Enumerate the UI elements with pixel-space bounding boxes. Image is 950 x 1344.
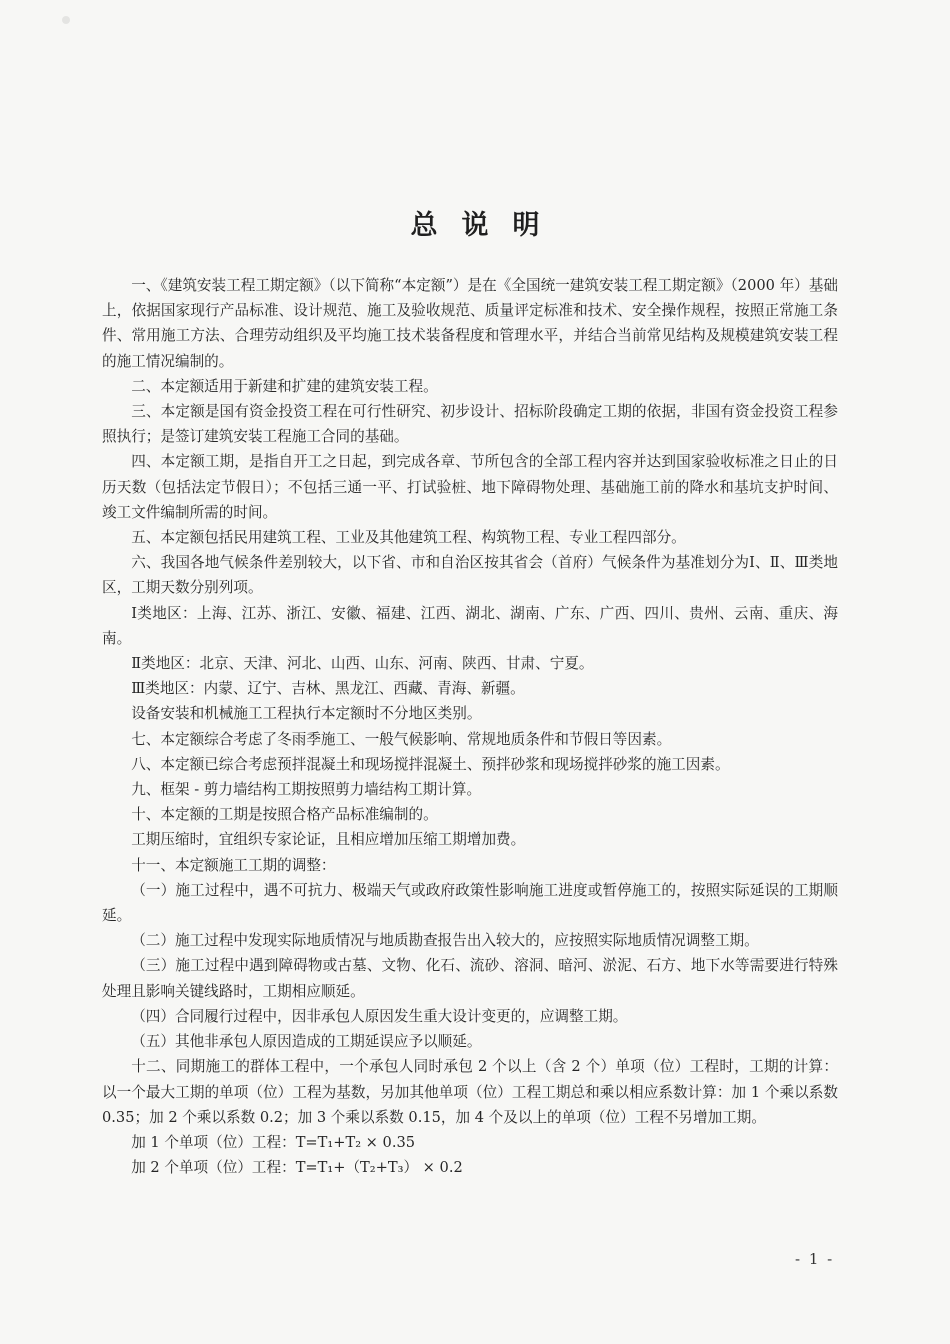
paragraph-2: 二、本定额适用于新建和扩建的建筑安装工程。 [131, 377, 438, 395]
scan-mark [62, 16, 70, 24]
page-title: 总说明 [410, 210, 564, 241]
paragraph-11-item-5: （五）其他非承包人原因造成的工期延误应予以顺延。 [131, 1033, 482, 1051]
formula-1: 加 1 个单项（位）工程：T=T₁+T₂ × 0.35 [131, 1133, 416, 1151]
paragraph-1: 一、《建筑安装工程工期定额》（以下简称“本定额”）是在《全国统一建筑安装工程工期定额》（2000 年）基础上，依据国家现行产品标准、设计规范、施工及验收规范、质量评定标准和技术、安全操作规程，按照正常施工条件、常用施工方法、合理劳动组织及平均施工技术装备程度和管理水平，并结合当前常见结构及规模建筑安装工程的施工情况编制的。 [102, 277, 838, 370]
formula-2: 加 2 个单项（位）工程：T=T₁+（T₂+T₃） × 0.2 [131, 1159, 463, 1177]
paragraph-3: 三、本定额是国有资金投资工程在可行性研究、初步设计、招标阶段确定工期的依据，非国有资金投资工程参照执行；是签订建筑安装工程施工合同的基础。 [102, 403, 838, 446]
paragraph-11-item-4: （四）合同履行过程中，因非承包人原因发生重大设计变更的，应调整工期。 [131, 1007, 628, 1025]
paragraph-10-note: 工期压缩时，宜组织专家论证，且相应增加压缩工期增加费。 [131, 831, 526, 849]
region-note: 设备安装和机械施工工程执行本定额时不分地区类别。 [131, 705, 482, 723]
paragraph-9: 九、框架 - 剪力墙结构工期按照剪力墙结构工期计算。 [131, 781, 482, 799]
paragraph-6: 六、我国各地气候条件差别较大，以下省、市和自治区按其省会（首府）气候条件为基准划分为Ⅰ、Ⅱ、Ⅲ类地区，工期天数分别列项。 [102, 554, 838, 597]
page-number: - 1 - [795, 1250, 835, 1268]
region-class-2: Ⅱ类地区：北京、天津、河北、山西、山东、河南、陕西、甘肃、宁夏。 [131, 655, 594, 673]
document-body [102, 273, 838, 1180]
paragraph-7: 七、本定额综合考虑了冬雨季施工、一般气候影响、常规地质条件和节假日等因素。 [131, 730, 672, 748]
paragraph-11-item-3: （三）施工过程中遇到障碍物或古墓、文物、化石、流砂、溶洞、暗河、淤泥、石方、地下水等需要进行特殊处理且影响关键线路时，工期相应顺延。 [102, 957, 838, 1000]
paragraph-5: 五、本定额包括民用建筑工程、工业及其他建筑工程、构筑物工程、专业工程四部分。 [131, 529, 686, 547]
paragraph-12: 十二、同期施工的群体工程中，一个承包人同时承包 2 个以上（含 2 个）单项（位）工程时，工期的计算：以一个最大工期的单项（位）工程为基数，另加其他单项（位）工程工期总和乘以相应系数计算：加 1 个乘以系数 0.35；加 2 个乘以系数 0.2；加 3 个乘以系数 0.15，加 4 个及以上的单项（位）工程不另增加工期。 [102, 1058, 838, 1126]
region-class-1: Ⅰ类地区：上海、江苏、浙江、安徽、福建、江西、湖北、湖南、广东、广西、四川、贵州、云南、重庆、海南。 [102, 604, 838, 647]
paragraph-10: 十、本定额的工期是按照合格产品标准编制的。 [131, 806, 438, 824]
paragraph-11: 十一、本定额施工工期的调整： [131, 856, 336, 874]
region-class-3: Ⅲ类地区：内蒙、辽宁、吉林、黑龙江、西藏、青海、新疆。 [131, 680, 525, 698]
paragraph-11-item-2: （二）施工过程中发现实际地质情况与地质勘查报告出入较大的，应按照实际地质情况调整工期。 [131, 932, 759, 950]
paragraph-4: 四、本定额工期，是指自开工之日起，到完成各章、节所包含的全部工程内容并达到国家验收标准之日止的日历天数（包括法定节假日）；不包括三通一平、打试验桩、地下障碍物处理、基础施工前的降水和基坑支护时间、竣工文件编制所需的时间。 [102, 453, 838, 521]
paragraph-8: 八、本定额已综合考虑预拌混凝土和现场搅拌混凝土、预拌砂浆和现场搅拌砂浆的施工因素。 [131, 755, 730, 773]
paragraph-11-item-1: （一）施工过程中，遇不可抗力、极端天气或政府政策性影响施工进度或暂停施工的，按照实际延误的工期顺延。 [102, 881, 838, 925]
